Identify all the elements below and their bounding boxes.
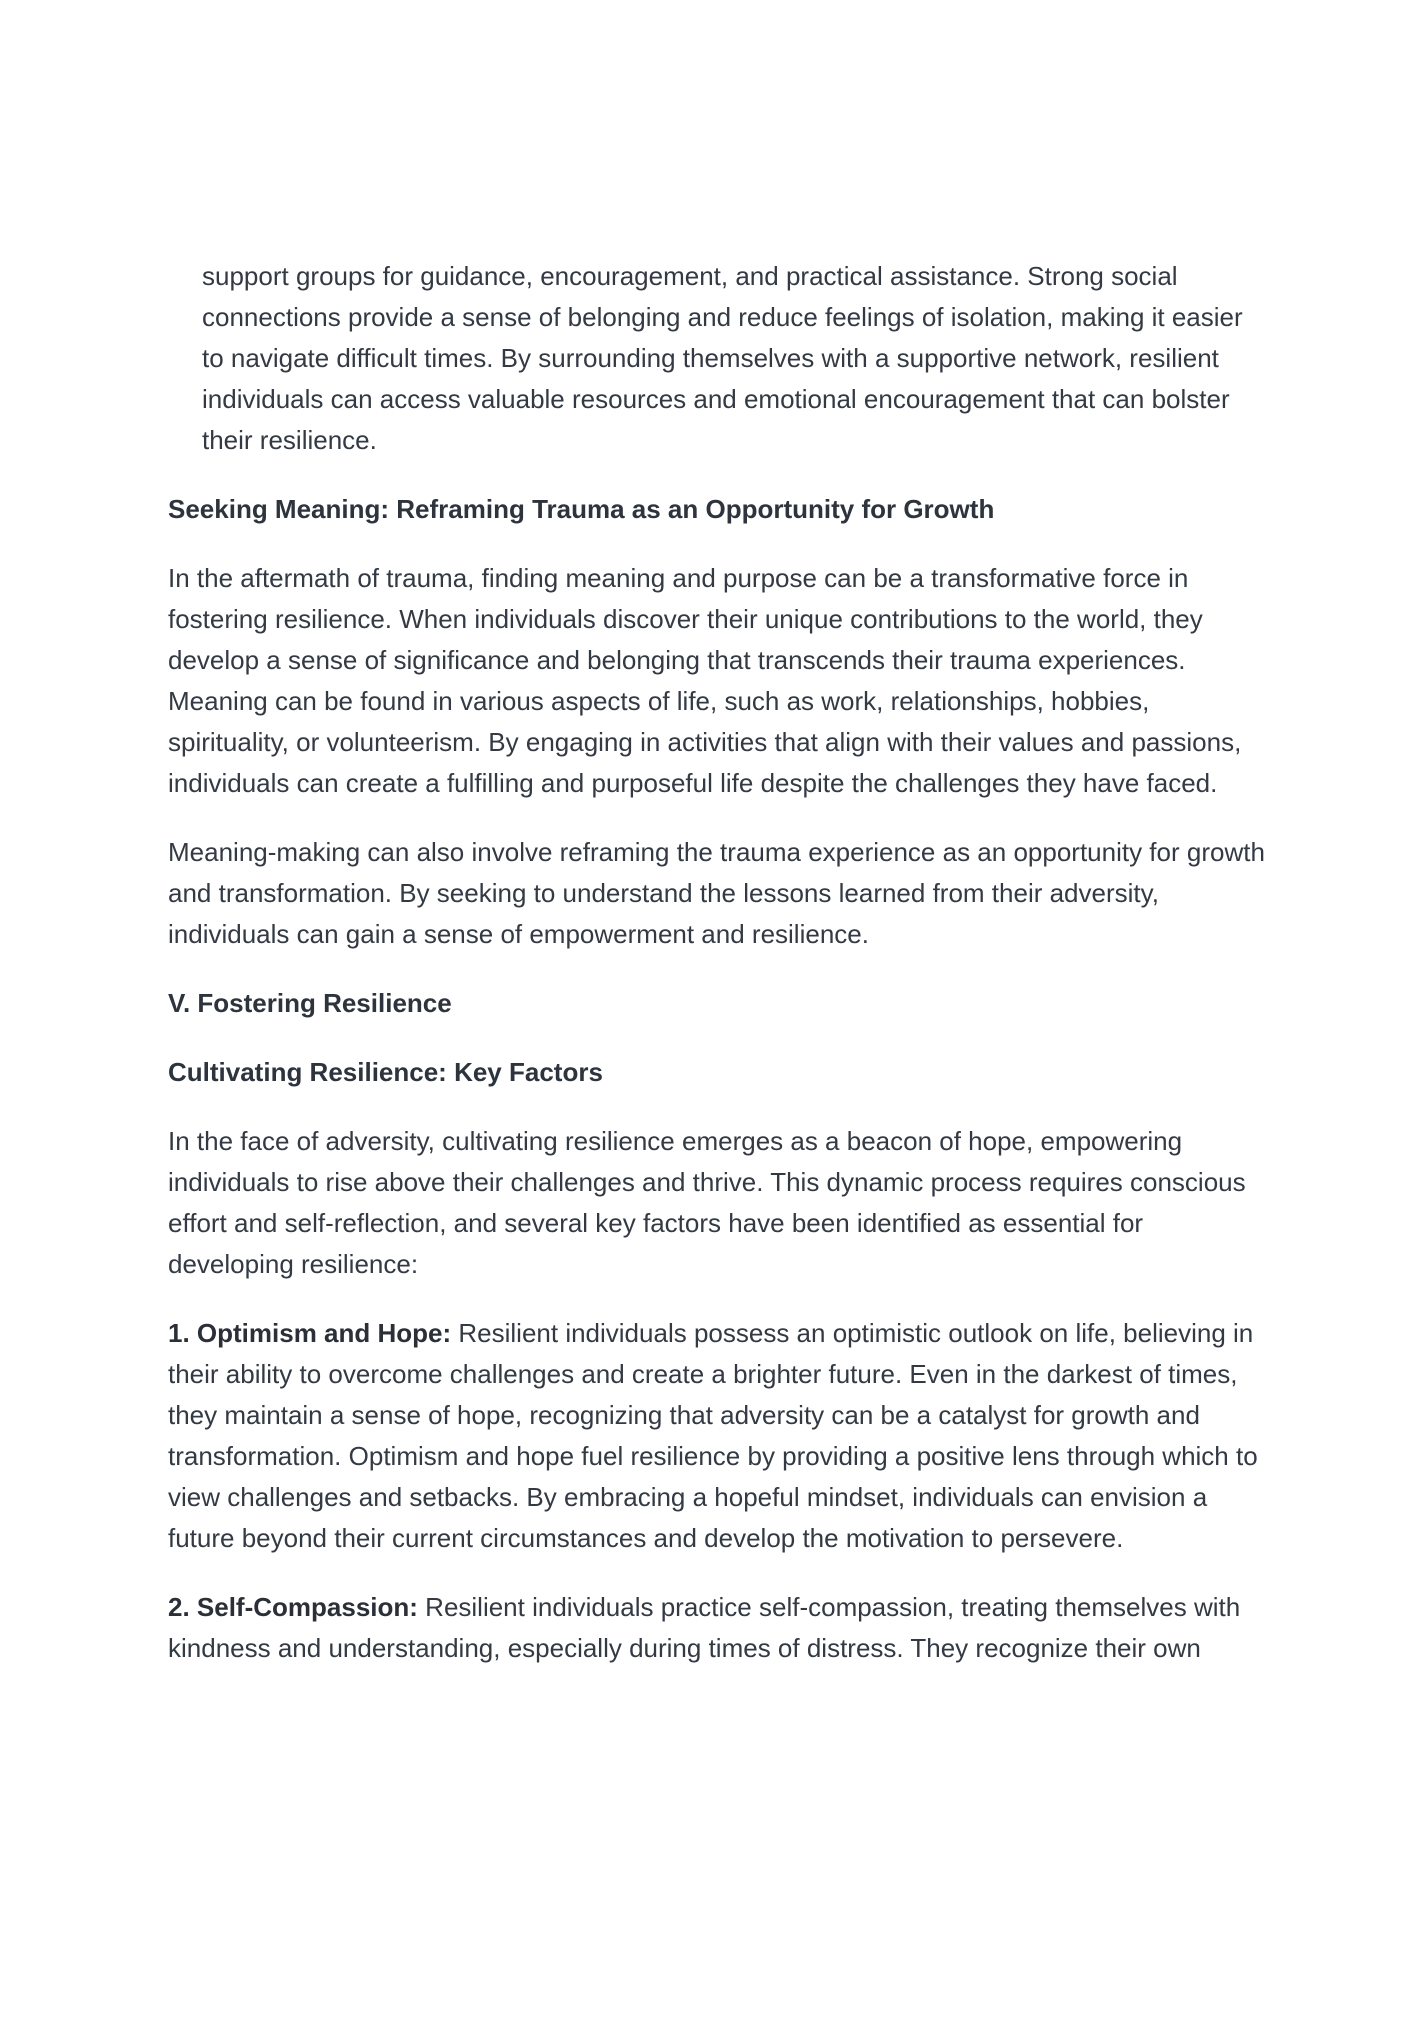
list-item-self-compassion [168,1587,1268,1669]
paragraph-aftermath: In the aftermath of trauma, finding meaning and purpose can be a transformative force in fostering resilience. When individuals discover their unique contributions to the world, they develop a sense of significance and belonging that transcends their trauma experiences. Meaning can be found in various aspects of life, such as work, relationships, hobbies, spirituality, or volunteerism. By engaging in activities that align with their values and passions, individuals can create a fulfilling and purposeful life despite the challenges they have faced. [168,563,1242,798]
list-item-self-compassion-lead: 2. Self-Compassion: [168,1592,418,1622]
list-item-optimism-lead: 1. Optimism and Hope: [168,1318,452,1348]
paragraph-meaning-making: Meaning-making can also involve reframing the trauma experience as an opportunity for growth and transformation. By seeking to understand the lessons learned from their adversity, individuals can gain a sense of empowerment and resilience. [168,837,1265,949]
list-item-optimism [168,1313,1268,1559]
list-item-self-compassion-text: Resilient individuals practice self-compassion, treating themselves with kindness and understanding, especially during times of distress. They recognize their own [168,1592,1241,1663]
heading-seeking-meaning: Seeking Meaning: Reframing Trauma as an Opportunity for Growth [168,494,995,524]
paragraph-face-of-adversity: In the face of adversity, cultivating resilience emerges as a beacon of hope, empowering individuals to rise above their challenges and thrive. This dynamic process requires conscious effort and self-reflection, and several key factors have been identified as essential for developing resilience: [168,1126,1246,1279]
list-item-optimism-text: Resilient individuals possess an optimistic outlook on life, believing in their ability to overcome challenges and create a brighter future. Even in the darkest of times, they maintain a sense of hope, recognizing that adversity can be a catalyst for growth and transformation. Optimism and hope fuel resilience by providing a positive lens through which to view challenges and setbacks. By embracing a hopeful mindset, individuals can envision a future beyond their current circumstances and develop the motivation to persevere. [168,1318,1258,1553]
heading-cultivating-resilience: Cultivating Resilience: Key Factors [168,1057,603,1087]
heading-section-5: V. Fostering Resilience [168,988,452,1018]
paragraph-support-groups: support groups for guidance, encouragement, and practical assistance. Strong social connections provide a sense of belonging and reduce feelings of isolation, making it easier to navigate difficult times. By surrounding themselves with a supportive network, resilient individuals can access valuable resources and emotional encouragement that can bolster their resilience. [202,261,1243,455]
document-page [168,256,1268,1697]
